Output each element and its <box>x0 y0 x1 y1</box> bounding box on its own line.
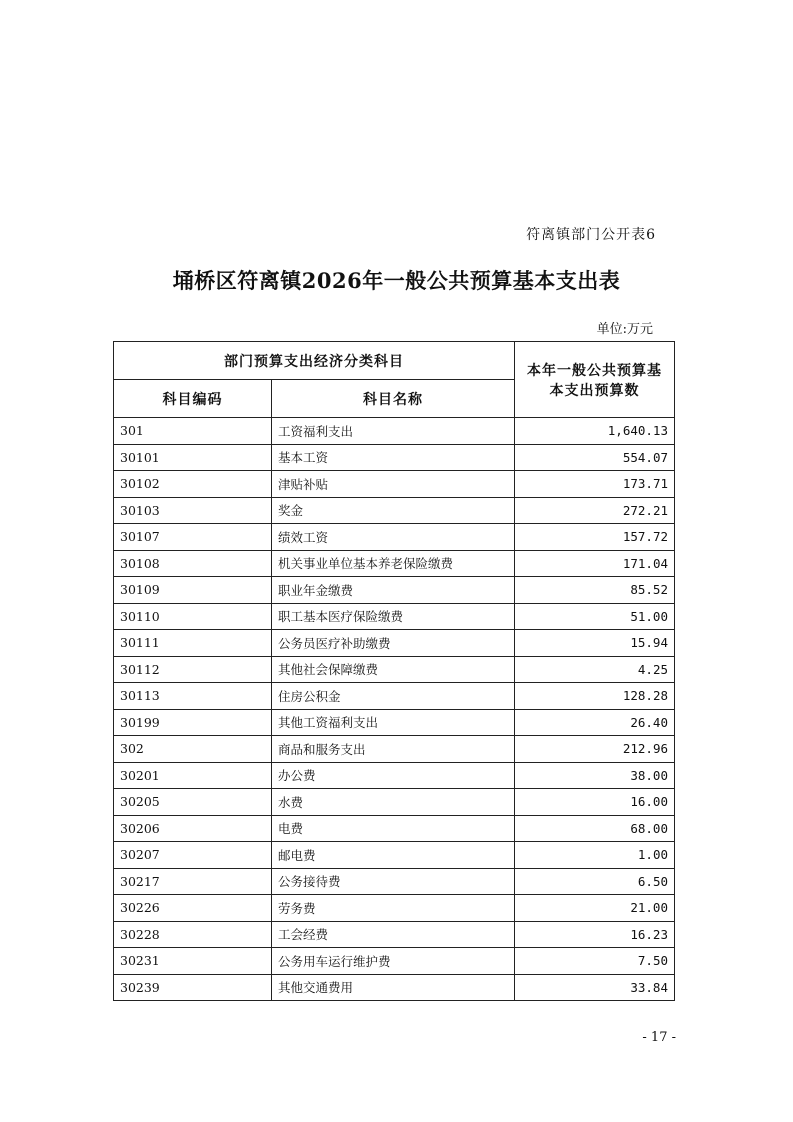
row-code: 30206 <box>114 815 272 842</box>
row-name: 工资福利支出 <box>272 418 515 445</box>
row-amount: 85.52 <box>515 577 675 604</box>
group-header: 部门预算支出经济分类科目 <box>114 342 515 380</box>
table-row <box>114 948 675 975</box>
row-amount: 51.00 <box>515 603 675 630</box>
row-code: 302 <box>114 736 272 763</box>
row-name: 绩效工资 <box>272 524 515 551</box>
row-amount: 128.28 <box>515 683 675 710</box>
table-row <box>114 895 675 922</box>
row-amount: 171.04 <box>515 550 675 577</box>
row-name: 公务用车运行维护费 <box>272 948 515 975</box>
row-amount: 15.94 <box>515 630 675 657</box>
row-name: 住房公积金 <box>272 683 515 710</box>
table-row <box>114 842 675 869</box>
row-code: 30217 <box>114 868 272 895</box>
row-code: 30113 <box>114 683 272 710</box>
row-amount: 7.50 <box>515 948 675 975</box>
table-row <box>114 603 675 630</box>
row-code: 30199 <box>114 709 272 736</box>
row-code: 301 <box>114 418 272 445</box>
row-name: 劳务费 <box>272 895 515 922</box>
row-code: 30101 <box>114 444 272 471</box>
row-name: 水费 <box>272 789 515 816</box>
table-row <box>114 789 675 816</box>
row-code: 30107 <box>114 524 272 551</box>
row-amount: 1,640.13 <box>515 418 675 445</box>
page-title: 埇桥区符离镇2026年一般公共预算基本支出表 <box>172 268 621 293</box>
row-code: 30201 <box>114 762 272 789</box>
row-amount: 38.00 <box>515 762 675 789</box>
table-row <box>114 736 675 763</box>
page-number: - 17 - <box>642 1030 676 1045</box>
row-name: 职业年金缴费 <box>272 577 515 604</box>
row-amount: 21.00 <box>515 895 675 922</box>
table-row <box>114 656 675 683</box>
row-name: 职工基本医疗保险缴费 <box>272 603 515 630</box>
row-name: 其他交通费用 <box>272 974 515 1001</box>
row-code: 30112 <box>114 656 272 683</box>
table-row <box>114 550 675 577</box>
table-row <box>114 683 675 710</box>
row-amount: 212.96 <box>515 736 675 763</box>
row-code: 30228 <box>114 921 272 948</box>
row-amount: 554.07 <box>515 444 675 471</box>
row-name: 其他工资福利支出 <box>272 709 515 736</box>
row-code: 30111 <box>114 630 272 657</box>
row-code: 30226 <box>114 895 272 922</box>
row-code: 30207 <box>114 842 272 869</box>
table-body <box>114 418 675 1001</box>
row-code: 30110 <box>114 603 272 630</box>
budget-table <box>113 341 675 1001</box>
row-name: 商品和服务支出 <box>272 736 515 763</box>
row-amount: 157.72 <box>515 524 675 551</box>
row-amount: 16.00 <box>515 789 675 816</box>
unit-label: 单位:万元 <box>596 322 653 337</box>
row-name: 办公费 <box>272 762 515 789</box>
row-name: 奖金 <box>272 497 515 524</box>
row-name: 基本工资 <box>272 444 515 471</box>
table-row <box>114 630 675 657</box>
row-amount: 68.00 <box>515 815 675 842</box>
row-amount: 6.50 <box>515 868 675 895</box>
table-row <box>114 444 675 471</box>
row-name: 公务员医疗补助缴费 <box>272 630 515 657</box>
row-amount: 16.23 <box>515 921 675 948</box>
row-amount: 26.40 <box>515 709 675 736</box>
row-name: 机关事业单位基本养老保险缴费 <box>272 550 515 577</box>
row-name: 津贴补贴 <box>272 471 515 498</box>
row-code: 30103 <box>114 497 272 524</box>
table-row <box>114 497 675 524</box>
row-name: 工会经费 <box>272 921 515 948</box>
table-row <box>114 868 675 895</box>
row-amount: 1.00 <box>515 842 675 869</box>
row-code: 30205 <box>114 789 272 816</box>
table-row <box>114 524 675 551</box>
row-name: 电费 <box>272 815 515 842</box>
table-row <box>114 418 675 445</box>
table-row <box>114 471 675 498</box>
row-code: 30231 <box>114 948 272 975</box>
table-row <box>114 974 675 1001</box>
row-code: 30108 <box>114 550 272 577</box>
code-header: 科目编码 <box>114 380 272 418</box>
row-amount: 272.21 <box>515 497 675 524</box>
row-code: 30109 <box>114 577 272 604</box>
row-name: 其他社会保障缴费 <box>272 656 515 683</box>
table-tag: 符离镇部门公开表6 <box>526 227 656 243</box>
row-amount: 33.84 <box>515 974 675 1001</box>
table-row <box>114 577 675 604</box>
name-header: 科目名称 <box>272 380 515 418</box>
row-name: 邮电费 <box>272 842 515 869</box>
table-row <box>114 762 675 789</box>
row-code: 30239 <box>114 974 272 1001</box>
row-name: 公务接待费 <box>272 868 515 895</box>
table-row <box>114 921 675 948</box>
amount-header: 本年一般公共预算基本支出预算数 <box>515 342 675 418</box>
row-code: 30102 <box>114 471 272 498</box>
table-row <box>114 815 675 842</box>
table-row <box>114 709 675 736</box>
row-amount: 173.71 <box>515 471 675 498</box>
row-amount: 4.25 <box>515 656 675 683</box>
